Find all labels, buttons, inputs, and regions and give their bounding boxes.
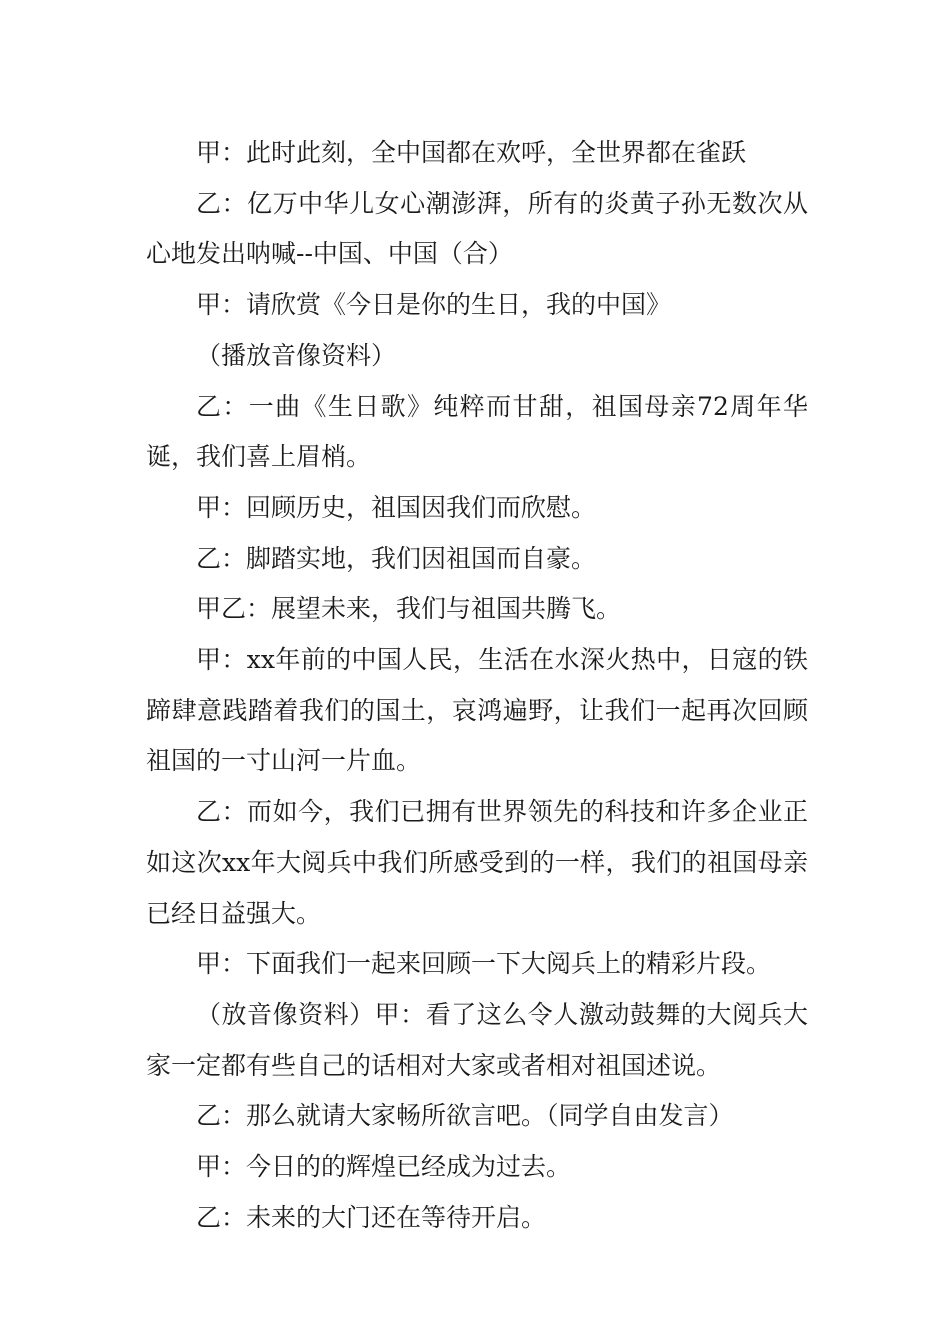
paragraph-9: 甲：xx年前的中国人民，生活在水深火热中，日寇的铁蹄肆意践踏着我们的国土，哀鸿遍野，让我们一起再次回顾祖国的一寸山河一片血。 [146,645,808,776]
paragraph-3: 甲：请欣赏《今日是你的生日，我的中国》 [196,290,672,320]
paragraph-8: 甲乙：展望未来，我们与祖国共腾飞。 [196,594,622,624]
paragraph-4: （播放音像资料） [196,340,397,370]
paragraph-1: 甲：此时此刻，全中国都在欢呼，全世界都在雀跃 [196,138,747,167]
paragraph-6: 甲：回顾历史，祖国因我们而欣慰。 [196,492,597,522]
paragraph-15: 乙：未来的大门还在等待开启。 [196,1202,547,1232]
document-body [146,128,808,1243]
paragraph-5: 乙：一曲《生日歌》纯粹而甘甜，祖国母亲72周年华诞，我们喜上眉梢。 [146,391,808,472]
paragraph-12: （放音像资料）甲：看了这么令人激动鼓舞的大阅兵大家一定都有些自己的话相对大家或者相对祖国述说。 [146,999,808,1080]
paragraph-10: 乙：而如今，我们已拥有世界领先的科技和许多企业正如这次xx年大阅兵中我们所感受到的一样，我们的祖国母亲已经日益强大。 [146,797,808,928]
paragraph-2: 乙：亿万中华儿女心潮澎湃，所有的炎黄子孙无数次从心地发出呐喊--中国、中国（合） [146,188,808,269]
paragraph-11: 甲：下面我们一起来回顾一下大阅兵上的精彩片段。 [196,949,772,979]
paragraph-7: 乙：脚踏实地，我们因祖国而自豪。 [196,543,597,573]
paragraph-13: 乙：那么就请大家畅所欲言吧。（同学自由发言） [196,1101,734,1131]
paragraph-14: 甲：今日的的辉煌已经成为过去。 [196,1152,572,1182]
